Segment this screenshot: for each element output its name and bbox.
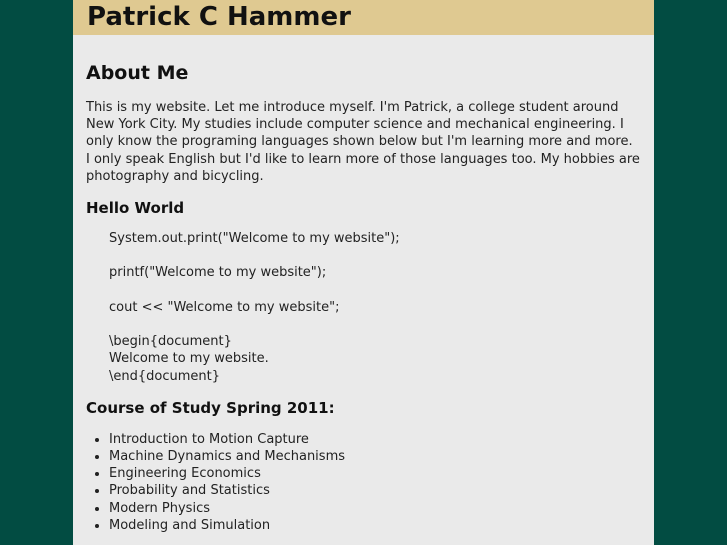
code-cpp: cout << "Welcome to my website";: [109, 299, 340, 315]
about-intro-text: This is my website. Let me introduce myself. I'm Patrick, a college student around New York City. My studies include computer science and mechanical engineering. I only know the programing languages shown below but I'm learning more and more. I only speak English but I'd like to learn more of those languages too. My hobbies are photography and bicycling.: [86, 100, 640, 184]
page-container: [73, 0, 654, 545]
code-spacer: [109, 282, 640, 299]
course-item: • Probability and Statistics: [109, 482, 640, 499]
course-list: [86, 431, 640, 534]
course-item: • Machine Dynamics and Mechanisms: [109, 448, 640, 465]
hello-world-heading: Hello World: [86, 199, 185, 218]
code-latex-end: \end{document}: [109, 368, 221, 384]
code-c: printf("Welcome to my website");: [109, 265, 327, 281]
course-item: • Modeling and Simulation: [109, 517, 640, 534]
code-java: System.out.print("Welcome to my website");: [109, 231, 400, 247]
code-spacer: [109, 247, 640, 264]
course-item: • Modern Physics: [109, 500, 640, 517]
code-samples: [109, 230, 640, 385]
course-item: • Introduction to Motion Capture: [109, 431, 640, 448]
code-latex-begin: \begin{document}: [109, 334, 232, 350]
site-header: [73, 0, 654, 35]
courses-heading: Course of Study Spring 2011:: [86, 398, 335, 417]
about-heading: About Me: [86, 62, 189, 84]
site-title: Patrick C Hammer: [87, 2, 351, 32]
code-latex-body: Welcome to my website.: [109, 351, 269, 367]
main-content: [73, 35, 654, 534]
course-item: • Engineering Economics: [109, 465, 640, 482]
code-spacer: [109, 316, 640, 333]
